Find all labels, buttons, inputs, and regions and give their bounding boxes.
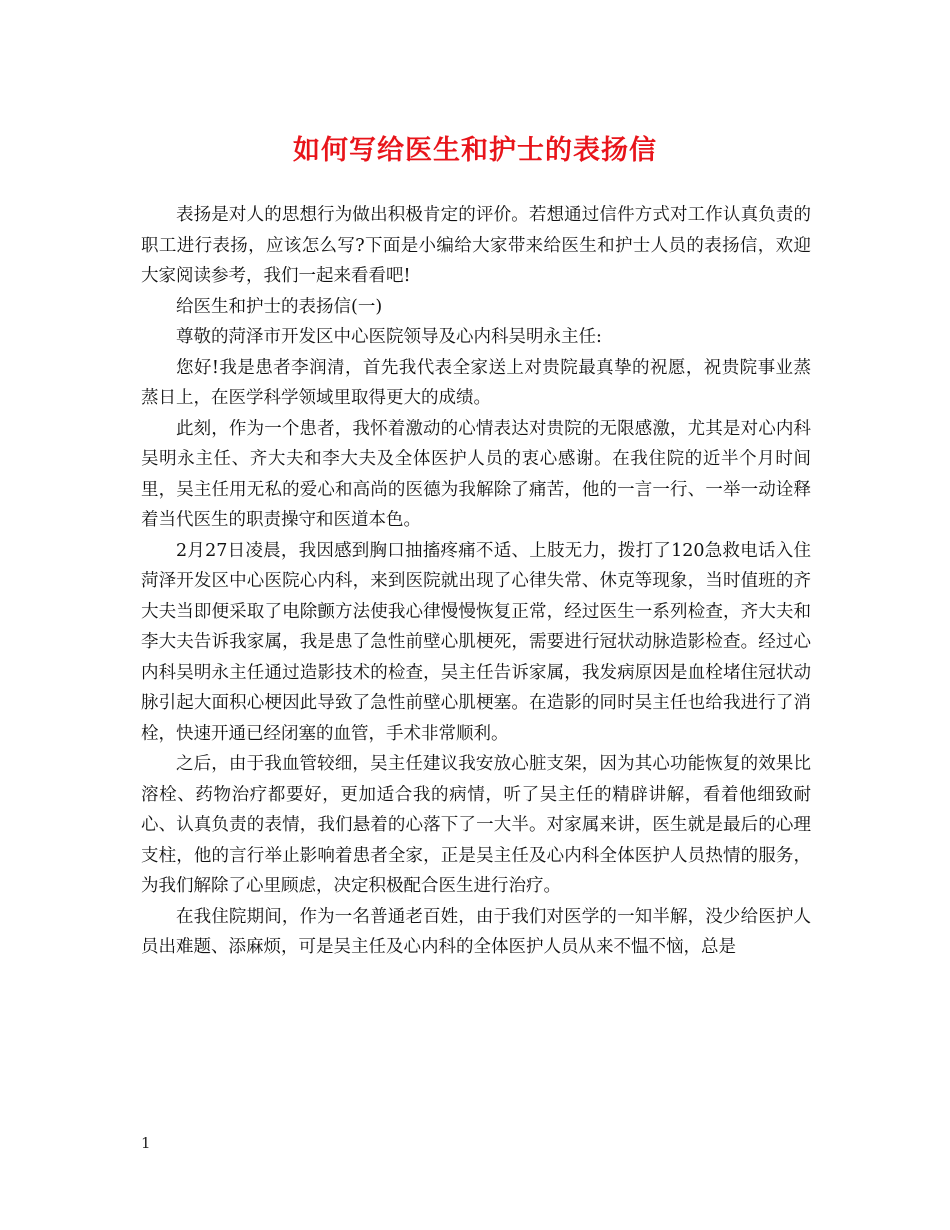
paragraph-salutation: 尊敬的菏泽市开发区中心医院领导及心内科吴明永主任: — [176, 327, 602, 347]
document-body — [141, 200, 811, 963]
document-title: 如何写给医生和护士的表扬信 — [293, 135, 657, 166]
paragraph-emergency: 2月27日凌晨，我因感到胸口抽搐疼痛不适、上肢无力，拨打了120急救电话入住菏泽开发区中心医院心内科，来到医院就出现了心律失常、休克等现象，当时值班的齐大夫当即便采取了电除颤方法使我心律慢慢恢复正常，经过医生一系列检查，齐大夫和李大夫告诉我家属，我是患了急性前壁心肌梗死，需要进行冠状动脉造影检查。经过心内科吴明永主任通过造影技术的检查，吴主任告诉家属，我发病原因是血栓堵住冠状动脉引起大面积心梗因此导致了急性前壁心肌梗塞。在造影的同时吴主任也给我进行了消栓，快速开通已经闭塞的血管，手术非常顺利。 — [141, 540, 811, 744]
paragraph-intro: 表扬是对人的思想行为做出积极肯定的评价。若想通过信件方式对工作认真负责的职工进行表扬，应该怎么写?下面是小编给大家带来给医生和护士人员的表扬信，欢迎大家阅读参考，我们一起来看看吧! — [141, 205, 811, 286]
paragraph-greeting: 您好!我是患者李润清，首先我代表全家送上对贵院最真挚的祝愿，祝贵院事业蒸蒸日上，在医学科学领域里取得更大的成绩。 — [141, 357, 811, 408]
paragraph-letter-heading: 给医生和护士的表扬信(一) — [176, 296, 383, 317]
paragraph-gratitude: 此刻，作为一个患者，我怀着激动的心情表达对贵院的无限感激，尤其是对心内科吴明永主任、齐大夫和李大夫及全体医护人员的衷心感谢。在我住院的近半个月时间里，吴主任用无私的爱心和高尚的医德为我解除了痛苦，他的一言一行、一举一动诠释着当代医生的职责操守和医道本色。 — [141, 418, 811, 530]
paragraph-treatment: 之后，由于我血管较细，吴主任建议我安放心脏支架，因为其心功能恢复的效果比溶栓、药物治疗都要好，更加适合我的病情，听了吴主任的精辟讲解，看着他细致耐心、认真负责的表情，我们悬着的心落下了一大半。对家属来讲，医生就是最后的心理支柱，他的言行举止影响着患者全家，正是吴主任及心内科全体医护人员热情的服务，为我们解除了心里顾虑，决定积极配合医生进行治疗。 — [141, 754, 811, 896]
page-number: 1 — [141, 1134, 151, 1152]
paragraph-hospital-stay: 在我住院期间，作为一名普通老百姓，由于我们对医学的一知半解，没少给医护人员出难题、添麻烦，可是吴主任及心内科的全体医护人员从来不愠不恼，总是 — [141, 906, 811, 957]
